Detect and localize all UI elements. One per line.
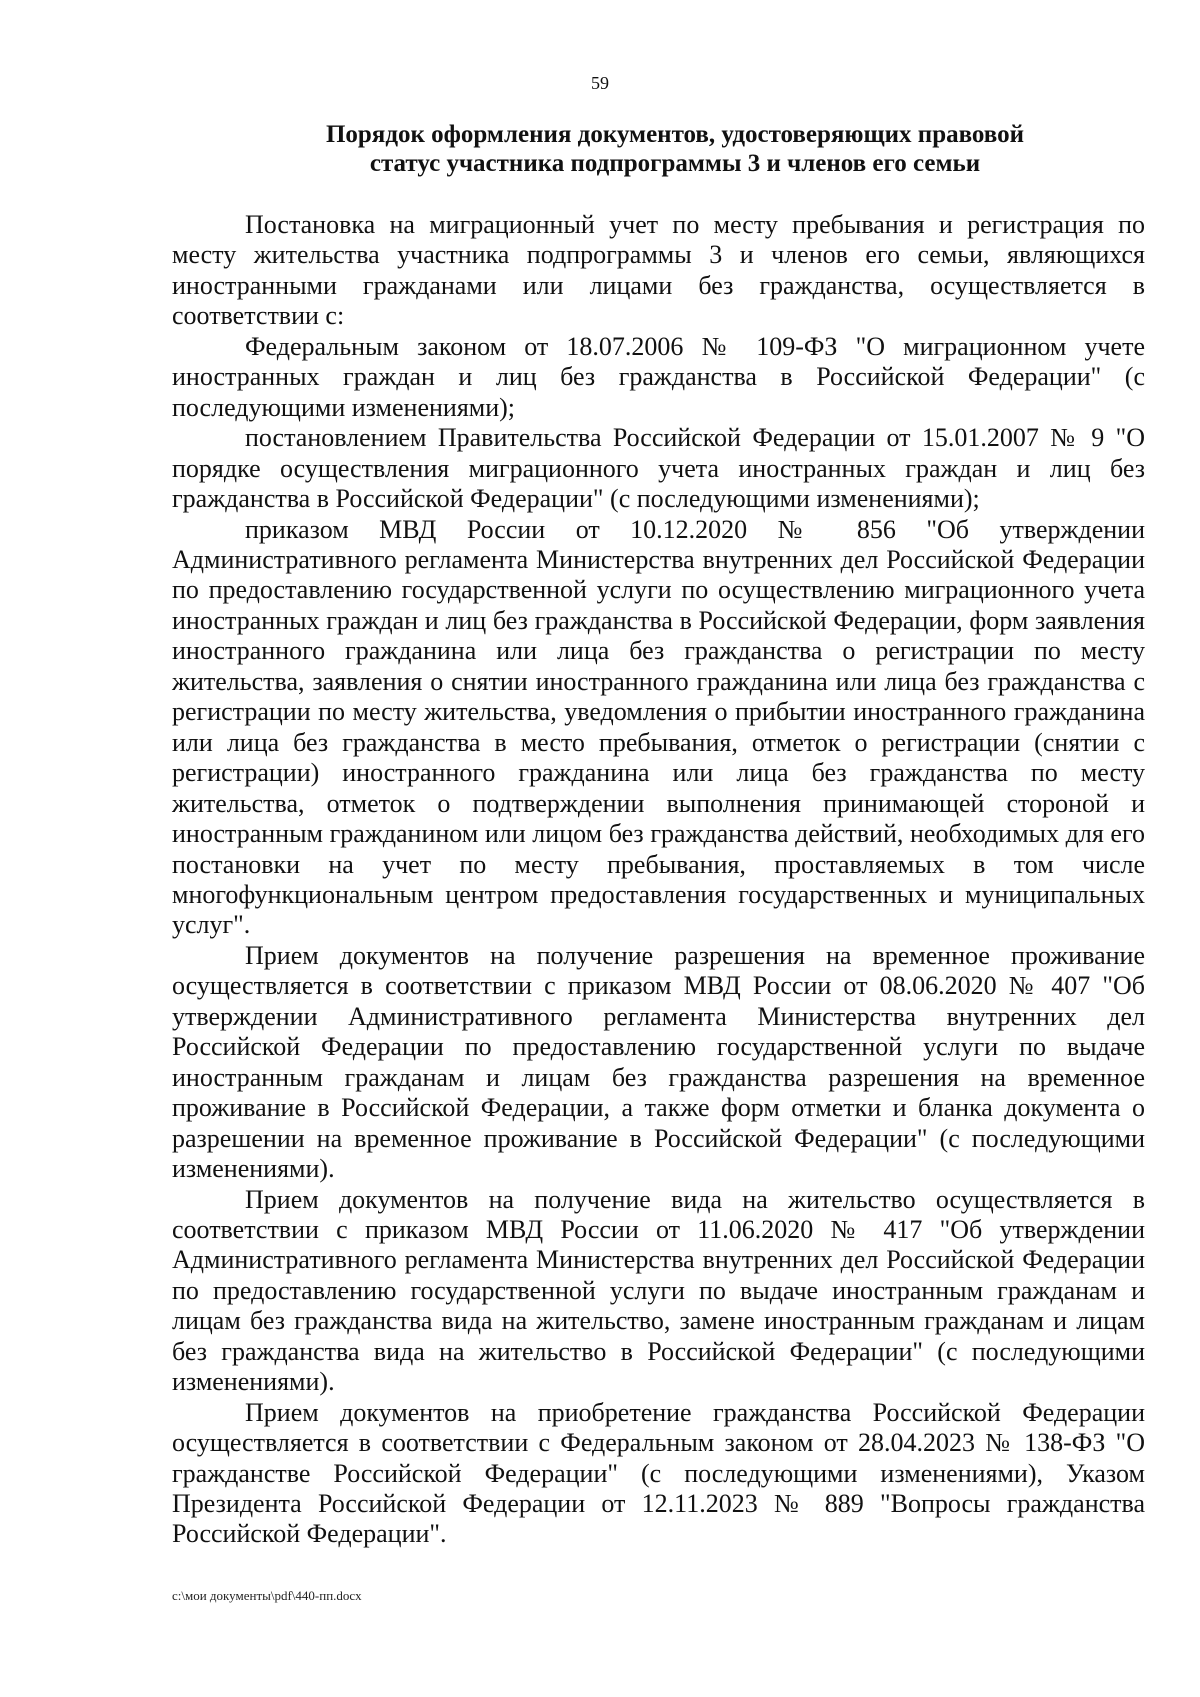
paragraph-federal-law-109: Федеральным законом от 18.07.2006 № 109-ФЗ "О миграционном учете иностранных граждан и лиц без гражданства в Российской Федерации" (с последующими изменениями); [172, 331, 1145, 422]
paragraph-mvd-order-856: приказом МВД России от 10.12.2020 № 856 "Об утверждении Административного регламента Министерства внутренних дел Российской Федерации по предоставлению государственной услуги по осуществлению миграционного учета иностранных граждан и лиц без гражданства в Российской Федерации, форм заявления иностранного гражданина или лица без гражданства о регистрации по месту жительства, заявления о снятии иностранного гражданина или лица без гражданства с регистрации по месту жительства, уведомления о прибытии иностранного гражданина или лица без гражданства в место пребывания, отметок о регистрации (снятии с регистрации) иностранного гражданина или лица без гражданства по месту жительства, отметок о подтверждении выполнения принимающей стороной и иностранным гражданином или лицом без гражданства действий, необходимых для его постановки на учет по месту пребывания, проставляемых в том числе многофункциональным центром предоставления государственных и муниципальных услуг". [172, 514, 1145, 940]
page-number: 59 [591, 73, 609, 93]
paragraph-citizenship: Прием документов на приобретение гражданства Российской Федерации осуществляется в соответствии с Федеральным законом от 28.04.2023 № 138-ФЗ "О гражданстве Российской Федерации" (с последующими изменениями), Указом Президента Российской Федерации от 12.11.2023 № 889 "Вопросы гражданства Российской Федерации". [172, 1397, 1145, 1549]
title-line-2: статус участника подпрограммы 3 и членов его семьи [369, 150, 981, 177]
title-line-1: Порядок оформления документов, удостоверяющих правовой [325, 121, 1025, 148]
paragraph-government-resolution-9: постановлением Правительства Российской Федерации от 15.01.2007 № 9 "О порядке осуществления миграционного учета иностранных граждан и лиц без гражданства в Российской Федерации" (с последующими изменениями); [172, 423, 1145, 514]
document-title [250, 120, 1100, 178]
footer-file-path: c:\мои документы\pdf\440-пп.docx [172, 1588, 362, 1603]
paragraph-residence-permit: Прием документов на получение вида на жительство осуществляется в соответствии с приказом МВД России от 11.06.2020 № 417 "Об утверждении Административного регламента Министерства внутренних дел Российской Федерации по предоставлению государственной услуги по выдаче иностранным гражданам и лицам без гражданства вида на жительство, замене иностранным гражданам и лицам без гражданства вида на жительство в Российской Федерации" (с последующими изменениями). [172, 1184, 1145, 1397]
paragraph-migration-registration: Постановка на миграционный учет по месту пребывания и регистрация по месту жительства участника подпрограммы 3 и членов его семьи, являющихся иностранными гражданами или лицами без гражданства, осуществляется в соответствии с: [172, 210, 1145, 331]
paragraph-temporary-residence: Прием документов на получение разрешения на временное проживание осуществляется в соответствии с приказом МВД России от 08.06.2020 № 407 "Об утверждении Административного регламента Министерства внутренних дел Российской Федерации по предоставлению государственной услуги по выдаче иностранным гражданам и лицам без гражданства разрешения на временное проживание в Российской Федерации, а также форм отметки и бланка документа о разрешении на временное проживание в Российской Федерации" (с последующими изменениями). [172, 940, 1145, 1184]
document-body [172, 210, 1145, 1550]
